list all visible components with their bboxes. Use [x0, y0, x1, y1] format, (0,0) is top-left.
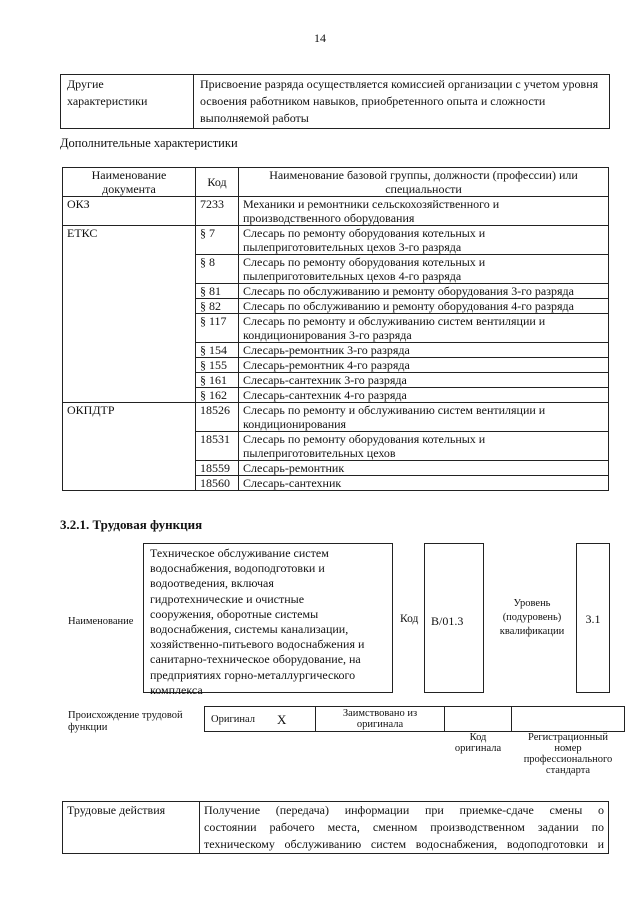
row-code: § 117 — [196, 314, 239, 343]
level-label-line: квалификации — [499, 626, 565, 637]
borrowed-label-line: оригинала — [356, 719, 404, 730]
function-name-line: сооружения, оборотные системы — [150, 606, 319, 621]
row-name — [239, 432, 609, 461]
empty-cell — [63, 358, 196, 373]
empty-cell — [63, 432, 196, 461]
empty-cell — [63, 314, 196, 343]
name-label: Наименование — [68, 616, 134, 627]
labor-actions-line: Получение (передача) информации при приемке-сдаче смены о — [204, 803, 604, 817]
sub-label-line: стандарта — [545, 765, 591, 776]
row-name — [239, 314, 609, 343]
level-label-line: Уровень — [513, 598, 551, 609]
original-label: Оригинал — [205, 707, 274, 732]
level-label-line: (подуровень) — [502, 612, 562, 623]
origin-table — [204, 706, 625, 776]
table-row — [63, 299, 609, 314]
sub-label-line: профессионального — [523, 754, 613, 765]
table-row — [63, 388, 609, 403]
other-characteristics-label — [61, 75, 194, 129]
table-row — [63, 358, 609, 373]
additional-characteristics-table — [62, 167, 609, 491]
code-label: Код — [400, 613, 419, 625]
function-name-box — [143, 543, 393, 697]
row-line: пылеприготовительных цехов 3-го разряда — [243, 240, 462, 254]
table-row — [63, 284, 609, 299]
table-header-row — [63, 168, 609, 197]
row-code: § 155 — [196, 358, 239, 373]
row-name: Слесарь-ремонтник 3-го разряда — [239, 343, 609, 358]
empty-cell — [63, 343, 196, 358]
row-name — [239, 403, 609, 432]
header-document — [63, 168, 196, 197]
labor-actions-table — [62, 801, 609, 854]
origin-label: Происхождение трудовой функции — [68, 710, 183, 733]
row-code: § 8 — [196, 255, 239, 284]
function-name-line: хозяйственно-питьевого водоснабжения и — [150, 637, 365, 652]
code-original-label — [445, 732, 512, 777]
header-name — [239, 168, 609, 197]
table-row — [63, 461, 609, 476]
row-line: Механики и ремонтники сельскохозяйственного и — [243, 197, 500, 211]
function-name-line: водоснабжения, системы канализации, — [150, 622, 349, 637]
doc-okz: ОКЗ — [63, 197, 196, 226]
header-line: Наименование базовой группы, должности (профессии) или — [269, 168, 578, 182]
function-name-line: гидротехнические и очистные — [150, 591, 305, 606]
row-name: Слесарь по обслуживанию и ремонту оборудования 3-го разряда — [239, 284, 609, 299]
labor-actions-label: Трудовые действия — [63, 802, 200, 854]
row-code: § 162 — [196, 388, 239, 403]
empty-cell — [63, 299, 196, 314]
labor-actions-line: техническому обслуживанию систем водоснабжения, водоподготовки и — [204, 837, 604, 851]
labor-actions-text — [200, 802, 609, 854]
qualification-level-label — [496, 597, 568, 639]
table-row — [63, 403, 609, 432]
borrowed-label-line: Заимствовано из — [342, 708, 418, 719]
empty-cell — [63, 255, 196, 284]
origin-code-cell — [445, 707, 512, 732]
table-row — [63, 476, 609, 491]
label-line: характеристики — [67, 94, 148, 108]
row-name — [239, 197, 609, 226]
empty-cell — [63, 284, 196, 299]
function-name-line: санитарно-техническое оборудование, на — [150, 652, 361, 667]
row-name: Слесарь-сантехник 3-го разряда — [239, 373, 609, 388]
registration-number-cell — [512, 707, 625, 732]
row-name — [239, 226, 609, 255]
function-name-line: Техническое обслуживание систем — [150, 546, 329, 560]
header-line: Наименование — [91, 168, 167, 182]
function-name-line: предприятиях горно-металлургического — [150, 667, 356, 682]
header-line: специальности — [385, 182, 462, 196]
other-characteristics-table — [60, 74, 610, 129]
other-characteristics-text: Присвоение разряда осуществляется комиссией организации с учетом уровня освоения работником навыков, приобретенного опыта и сложности выполняемой работы — [194, 75, 610, 129]
row-line: Слесарь по ремонту и обслуживанию систем вентиляции и — [243, 403, 546, 417]
row-code: 18559 — [196, 461, 239, 476]
labor-actions-line: состоянии рабочего места, сменном производственном задании по — [204, 820, 604, 834]
row-line: производственного оборудования — [243, 211, 415, 225]
function-code-box: B/01.3 — [424, 543, 484, 693]
table-row — [63, 432, 609, 461]
row-code: § 7 — [196, 226, 239, 255]
sub-label-line: оригинала — [454, 743, 502, 754]
row-line: Слесарь по ремонту оборудования котельных и — [243, 255, 486, 269]
row-line: Слесарь по ремонту и обслуживанию систем вентиляции и — [243, 314, 546, 328]
registration-number-label — [512, 732, 625, 777]
empty-cell — [63, 388, 196, 403]
qualification-level-box: 3.1 — [576, 543, 610, 693]
row-code: § 154 — [196, 343, 239, 358]
table-row — [63, 197, 609, 226]
row-line: кондиционирования — [243, 417, 347, 431]
row-line: Слесарь по ремонту оборудования котельных и — [243, 432, 486, 446]
empty-cell — [63, 476, 196, 491]
doc-okpdtr: ОКПДТР — [63, 403, 196, 432]
additional-characteristics-title: Дополнительные характеристики — [60, 136, 238, 150]
row-code: 18531 — [196, 432, 239, 461]
doc-etks: ЕТКС — [63, 226, 196, 255]
table-row — [63, 226, 609, 255]
row-code: 18560 — [196, 476, 239, 491]
row-name: Слесарь-ремонтник 4-го разряда — [239, 358, 609, 373]
function-name-line: водоотведения, включая — [150, 576, 274, 591]
original-mark: X — [273, 707, 316, 732]
table-row — [63, 373, 609, 388]
row-name: Слесарь-сантехник 4-го разряда — [239, 388, 609, 403]
row-code: 7233 — [196, 197, 239, 226]
row-code: 18526 — [196, 403, 239, 432]
section-title: 3.2.1. Трудовая функция — [60, 517, 203, 532]
row-line: пылеприготовительных цехов — [243, 446, 396, 460]
sub-label-line: Код — [469, 732, 487, 743]
table-row — [63, 255, 609, 284]
page-number: 14 — [314, 31, 326, 45]
function-name-line: комплекса — [150, 682, 203, 697]
row-code: § 161 — [196, 373, 239, 388]
table-row — [63, 343, 609, 358]
label-line: Другие — [67, 77, 104, 91]
borrowed-label — [316, 707, 445, 732]
row-line: пылеприготовительных цехов 4-го разряда — [243, 269, 462, 283]
header-code: Код — [196, 168, 239, 197]
empty-cell — [63, 461, 196, 476]
row-name: Слесарь-сантехник — [239, 476, 609, 491]
function-name-line: водоснабжения, водоподготовки и — [150, 561, 325, 576]
empty-cell — [63, 373, 196, 388]
table-row — [63, 314, 609, 343]
row-code: § 82 — [196, 299, 239, 314]
sub-label-line: Регистрационный — [528, 732, 608, 743]
header-line: документа — [102, 182, 156, 196]
row-line: Слесарь по ремонту оборудования котельных и — [243, 226, 486, 240]
row-line: кондиционирования 3-го разряда — [243, 328, 412, 342]
row-name: Слесарь-ремонтник — [239, 461, 609, 476]
row-name — [239, 255, 609, 284]
empty-cell — [205, 732, 445, 777]
row-name: Слесарь по обслуживанию и ремонту оборудования 4-го разряда — [239, 299, 609, 314]
sub-label-line: номер — [554, 743, 582, 754]
row-code: § 81 — [196, 284, 239, 299]
